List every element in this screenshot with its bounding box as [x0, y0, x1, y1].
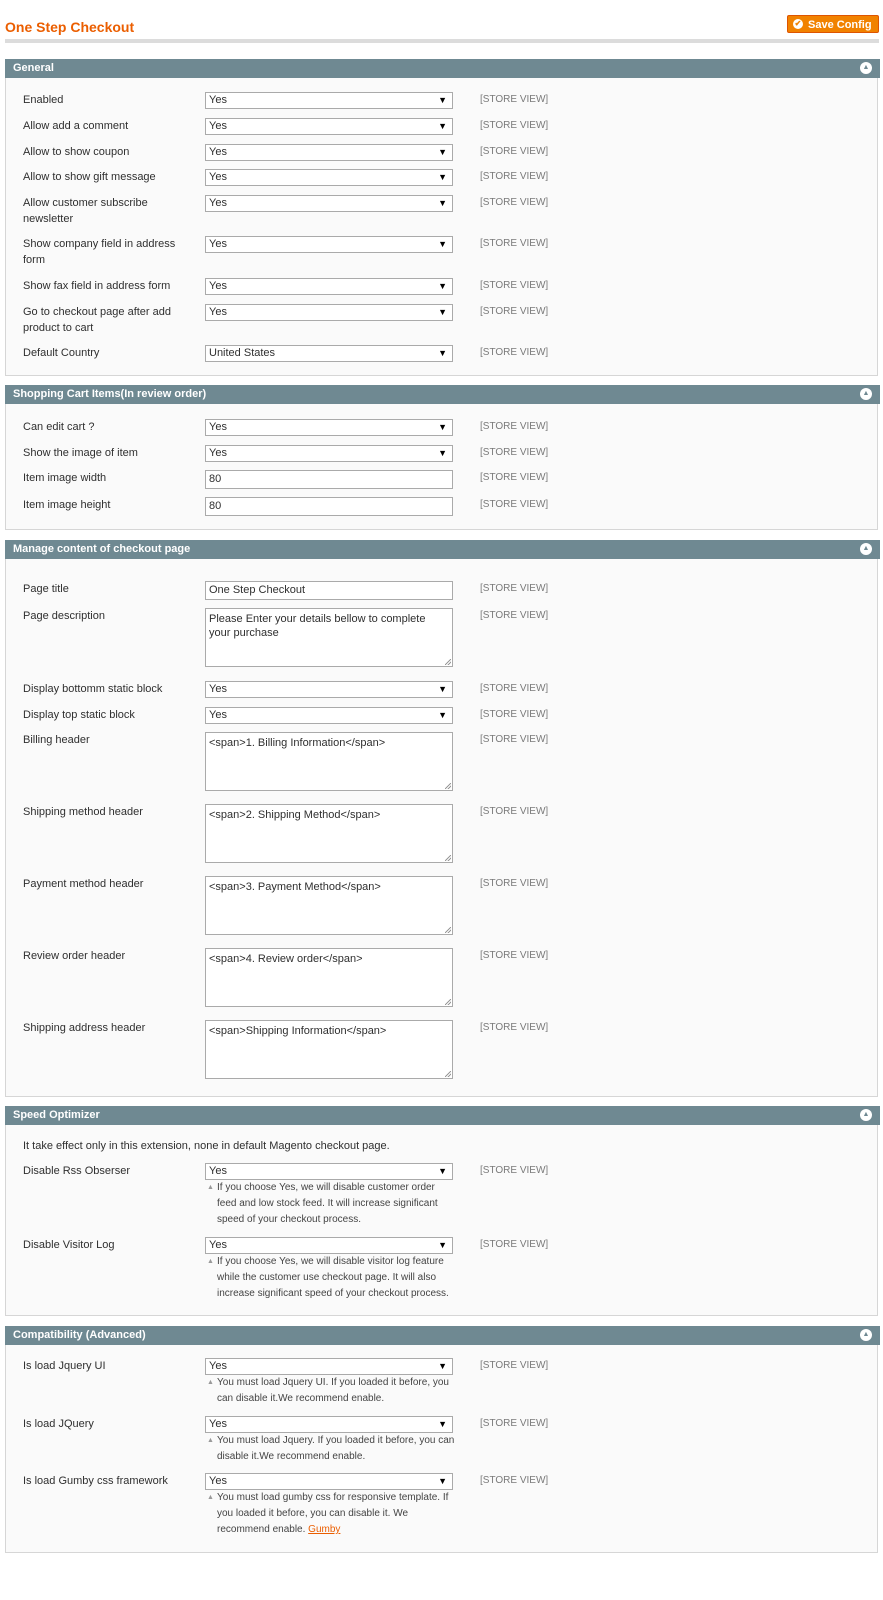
dropdown-arrow-icon: ▼ [438, 172, 447, 182]
scope-label: [STORE VIEW] [480, 347, 549, 358]
collapse-up-icon[interactable]: ▲ [860, 1329, 872, 1341]
field-note [206, 1433, 456, 1465]
payment-method-header-textarea[interactable] [205, 876, 453, 935]
select-value: Yes [209, 447, 227, 459]
resize-grip-icon[interactable] [445, 927, 451, 933]
dropdown-arrow-icon: ▼ [438, 198, 447, 208]
section-cart [5, 385, 878, 530]
save-config-button[interactable] [787, 15, 879, 33]
select-value: Yes [209, 146, 227, 158]
save-config-label: Save Config [808, 19, 872, 31]
disable-visitor-log-select[interactable] [205, 1237, 453, 1254]
select-value: Yes [209, 1475, 227, 1487]
select-value: Yes [209, 1360, 227, 1372]
collapse-up-icon[interactable]: ▲ [860, 388, 872, 400]
resize-grip-icon[interactable] [445, 659, 451, 665]
section-content [5, 540, 878, 1097]
dropdown-arrow-icon: ▼ [438, 684, 447, 694]
dropdown-arrow-icon: ▼ [438, 121, 447, 131]
textarea-value: <span>4. Review order</span> [209, 953, 363, 965]
select-value: Yes [209, 197, 227, 209]
bottom-block-select[interactable] [205, 681, 453, 698]
dropdown-arrow-icon: ▼ [438, 239, 447, 249]
gift-message-select[interactable] [205, 169, 453, 186]
scope-label: [STORE VIEW] [480, 280, 549, 291]
dropdown-arrow-icon: ▼ [438, 95, 447, 105]
textarea-value: <span>Shipping Information</span> [209, 1025, 387, 1037]
scope-label: [STORE VIEW] [480, 238, 549, 249]
check-circle-icon: ✔ [794, 19, 802, 28]
page-title: One Step Checkout [5, 19, 135, 35]
shipping-method-header-textarea[interactable] [205, 804, 453, 863]
resize-grip-icon[interactable] [445, 999, 451, 1005]
field-label: Show fax field in address form [23, 280, 171, 292]
dropdown-arrow-icon: ▼ [438, 281, 447, 291]
collapse-up-icon[interactable]: ▲ [860, 543, 872, 555]
company-field-select[interactable] [205, 236, 453, 253]
image-height-input[interactable]: 80 [205, 497, 453, 516]
scope-label: [STORE VIEW] [480, 197, 549, 208]
jquery-select[interactable] [205, 1416, 453, 1433]
note-triangle-icon: ▲ [207, 1379, 214, 1386]
collapse-up-icon[interactable]: ▲ [860, 62, 872, 74]
billing-header-textarea[interactable] [205, 732, 453, 791]
scope-label: [STORE VIEW] [480, 120, 549, 131]
section-title: General [13, 62, 54, 74]
select-value: Yes [209, 238, 227, 250]
select-value: Yes [209, 94, 227, 106]
dropdown-arrow-icon: ▼ [438, 1361, 447, 1371]
scope-label: [STORE VIEW] [480, 878, 549, 889]
field-label: Enabled [23, 94, 64, 106]
select-value: Yes [209, 1239, 227, 1251]
jquery-ui-select[interactable] [205, 1358, 453, 1375]
section-compat [5, 1326, 878, 1553]
collapse-up-icon[interactable]: ▲ [860, 1109, 872, 1121]
enabled-select[interactable] [205, 92, 453, 109]
page-title-input[interactable]: One Step Checkout [205, 581, 453, 600]
section-title: Speed Optimizer [13, 1109, 100, 1121]
select-value: Yes [209, 306, 227, 318]
scope-label: [STORE VIEW] [480, 1165, 549, 1176]
field-label: Item image height [23, 499, 111, 511]
field-label: Display top static block [23, 709, 135, 721]
select-value: Yes [209, 280, 227, 292]
default-country-select[interactable] [205, 345, 453, 362]
note-text: You must load gumby css for responsive template. If you loaded it before, you can disable it. We recommend enable. [217, 1492, 449, 1535]
field-label: Shipping address header [23, 1022, 146, 1034]
field-label: Is load JQuery [23, 1418, 94, 1430]
scope-label: [STORE VIEW] [480, 583, 549, 594]
scope-label: [STORE VIEW] [480, 1418, 549, 1429]
dropdown-arrow-icon: ▼ [438, 348, 447, 358]
section-speed [5, 1106, 878, 1316]
edit-cart-select[interactable] [205, 419, 453, 436]
field-note [206, 1254, 456, 1302]
scope-label: [STORE VIEW] [480, 447, 549, 458]
field-label: Billing header [23, 734, 90, 746]
scope-label: [STORE VIEW] [480, 950, 549, 961]
scope-label: [STORE VIEW] [480, 734, 549, 745]
note-text: You must load Jquery UI. If you loaded it before, you can disable it.We recommend enable. [217, 1377, 449, 1404]
field-label: Page title [23, 583, 69, 595]
scope-label: [STORE VIEW] [480, 1360, 549, 1371]
field-note [206, 1490, 456, 1538]
fax-field-select[interactable] [205, 278, 453, 295]
select-value: Yes [209, 683, 227, 695]
header-divider [5, 39, 879, 43]
field-label: Is load Gumby css framework [23, 1475, 168, 1487]
note-triangle-icon: ▲ [207, 1184, 214, 1191]
scope-label: [STORE VIEW] [480, 1475, 549, 1486]
scope-label: [STORE VIEW] [480, 499, 549, 510]
scope-label: [STORE VIEW] [480, 306, 549, 317]
dropdown-arrow-icon: ▼ [438, 710, 447, 720]
field-label: Default Country [23, 347, 100, 359]
scope-label: [STORE VIEW] [480, 683, 549, 694]
scope-label: [STORE VIEW] [480, 806, 549, 817]
field-label: Is load Jquery UI [23, 1360, 106, 1372]
note-text: If you choose Yes, we will disable visitor log feature while the customer use checkout page. It will also increase significant speed of your checkout process. [217, 1256, 449, 1299]
dropdown-arrow-icon: ▼ [438, 422, 447, 432]
resize-grip-icon[interactable] [445, 783, 451, 789]
section-general [5, 59, 878, 376]
textarea-value: <span>1. Billing Information</span> [209, 737, 386, 749]
dropdown-arrow-icon: ▼ [438, 448, 447, 458]
field-label: Allow to show coupon [23, 146, 130, 158]
field-note [206, 1375, 456, 1407]
scope-label: [STORE VIEW] [480, 146, 549, 157]
field-note [206, 1180, 456, 1228]
resize-grip-icon[interactable] [445, 1071, 451, 1077]
select-value: Yes [209, 1165, 227, 1177]
select-value: United States [209, 347, 276, 359]
gumby-select[interactable] [205, 1473, 453, 1490]
note-text: You must load Jquery. If you loaded it before, you can disable it.We recommend enable. [217, 1435, 455, 1462]
dropdown-arrow-icon: ▼ [438, 1476, 447, 1486]
textarea-value: Please Enter your details bellow to complete your purchase [209, 613, 426, 639]
goto-checkout-select[interactable] [205, 304, 453, 321]
select-value: Yes [209, 421, 227, 433]
top-block-select[interactable] [205, 707, 453, 724]
resize-grip-icon[interactable] [445, 855, 451, 861]
field-label: Review order header [23, 950, 126, 962]
dropdown-arrow-icon: ▼ [438, 1166, 447, 1176]
field-label: Go to checkout page after add product to cart [23, 306, 171, 334]
field-label: Show the image of item [23, 447, 138, 459]
field-label: Disable Visitor Log [23, 1239, 115, 1251]
textarea-value: <span>3. Payment Method</span> [209, 881, 381, 893]
field-label: Item image width [23, 472, 107, 484]
field-label: Shipping method header [23, 806, 143, 818]
select-value: Yes [209, 1418, 227, 1430]
field-label: Allow to show gift message [23, 171, 156, 183]
field-label: Show company field in address form [23, 238, 176, 266]
scope-label: [STORE VIEW] [480, 421, 549, 432]
allow-comment-select[interactable] [205, 118, 453, 135]
field-label: Disable Rss Obserser [23, 1165, 130, 1177]
scope-label: [STORE VIEW] [480, 94, 549, 105]
page-description-textarea[interactable] [205, 608, 453, 667]
newsletter-select[interactable] [205, 195, 453, 212]
shipping-address-header-textarea[interactable] [205, 1020, 453, 1079]
show-image-select[interactable] [205, 445, 453, 462]
section-header-general[interactable] [5, 59, 880, 78]
select-value: Yes [209, 709, 227, 721]
image-width-input[interactable]: 80 [205, 470, 453, 489]
field-label: Allow add a comment [23, 120, 129, 132]
section-title: Compatibility (Advanced) [13, 1329, 146, 1341]
note-text: If you choose Yes, we will disable customer order feed and low stock feed. It will increase significant speed of your checkout process. [217, 1182, 438, 1225]
field-label: Display bottomm static block [23, 683, 163, 695]
dropdown-arrow-icon: ▼ [438, 307, 447, 317]
field-label: Payment method header [23, 878, 144, 890]
scope-label: [STORE VIEW] [480, 709, 549, 720]
select-value: Yes [209, 120, 227, 132]
section-header-speed[interactable] [5, 1106, 880, 1125]
note-triangle-icon: ▲ [207, 1494, 214, 1501]
field-label: Allow customer subscribe newsletter [23, 197, 148, 225]
scope-label: [STORE VIEW] [480, 472, 549, 483]
section-title: Manage content of checkout page [13, 543, 191, 555]
section-intro: It take effect only in this extension, none in default Magento checkout page. [23, 1140, 390, 1152]
field-label: Can edit cart ? [23, 421, 95, 433]
dropdown-arrow-icon: ▼ [438, 1419, 447, 1429]
review-order-header-textarea[interactable] [205, 948, 453, 1007]
scope-label: [STORE VIEW] [480, 171, 549, 182]
dropdown-arrow-icon: ▼ [438, 147, 447, 157]
disable-rss-select[interactable] [205, 1163, 453, 1180]
scope-label: [STORE VIEW] [480, 1239, 549, 1250]
note-triangle-icon: ▲ [207, 1258, 214, 1265]
select-value: Yes [209, 171, 227, 183]
scope-label: [STORE VIEW] [480, 610, 549, 621]
note-triangle-icon: ▲ [207, 1437, 214, 1444]
scope-label: [STORE VIEW] [480, 1022, 549, 1033]
section-header-cart[interactable] [5, 385, 880, 404]
show-coupon-select[interactable] [205, 144, 453, 161]
section-title: Shopping Cart Items(In review order) [13, 388, 207, 400]
section-header-content[interactable] [5, 540, 880, 559]
section-header-compat[interactable] [5, 1326, 880, 1345]
dropdown-arrow-icon: ▼ [438, 1240, 447, 1250]
page-header [5, 14, 879, 42]
field-label: Page description [23, 610, 105, 622]
textarea-value: <span>2. Shipping Method</span> [209, 809, 381, 821]
gumby-link[interactable]: Gumby [308, 1524, 341, 1535]
